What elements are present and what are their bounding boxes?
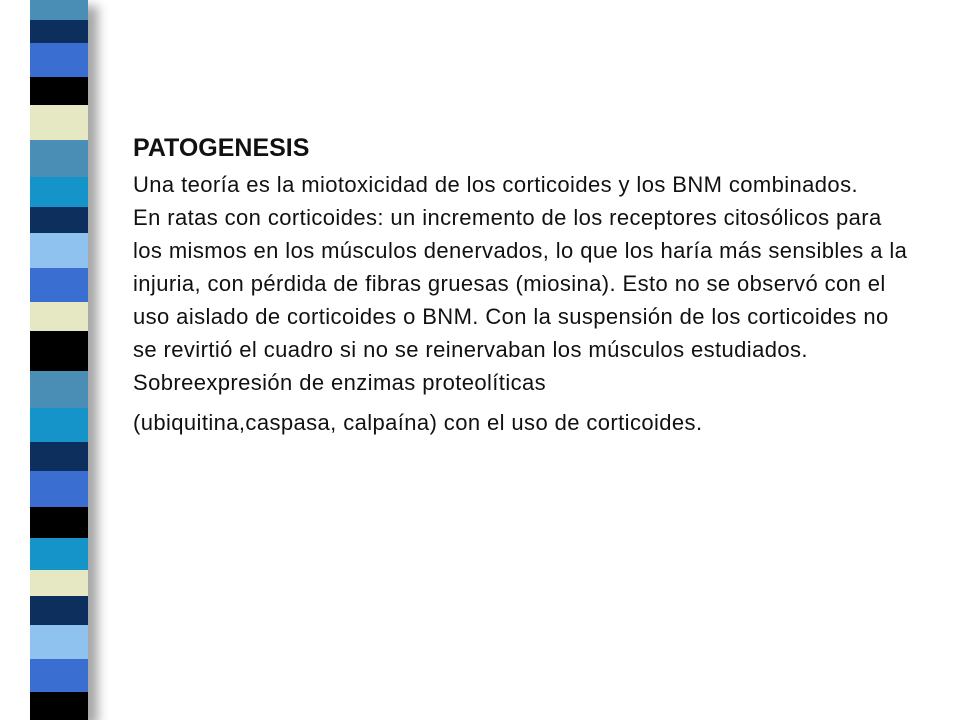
stripe-segment: [30, 331, 88, 370]
stripe-segment: [30, 177, 88, 207]
paragraph-rats: En ratas con corticoides: un incremento de los receptores citosólicos para los mismos en los músculos denervados, lo que los haría más sensibles a la injuria, con pérdida de fibras gruesas (miosina). Esto no se observó con el uso aislado de corticoides o BNM. Con la suspensión de los corticoides no se revirtió el cuadro si no se reinervaban los músculos estudiados.: [133, 205, 908, 362]
stripe-segment: [30, 570, 88, 596]
stripe-segment: [30, 105, 88, 141]
slide-heading: PATOGENESIS: [133, 134, 310, 162]
stripe-segment: [30, 538, 88, 570]
stripe-segment: [30, 371, 88, 408]
slide-content: [133, 128, 913, 439]
stripe-segment: [30, 140, 88, 177]
stripe-segment: [30, 471, 88, 507]
paragraph-theory: Una teoría es la miotoxicidad de los corticoides y los BNM combinados.: [133, 172, 858, 197]
stripe-segment: [30, 302, 88, 332]
stripe-segment: [30, 43, 88, 77]
stripe-segment: [30, 442, 88, 472]
stripe-segment: [30, 692, 88, 720]
paragraph-overexpression: Sobreexpresión de enzimas proteolíticas: [133, 370, 547, 395]
stripe-segment: [30, 0, 88, 20]
stripe-segment: [30, 408, 88, 442]
stripe-segment: [30, 625, 88, 659]
paragraph-enzymes: (ubiquitina,caspasa, calpaína) con el uso de corticoides.: [133, 410, 703, 435]
stripe-segment: [30, 207, 88, 233]
stripe-segment: [30, 507, 88, 539]
decorative-stripe-bar: [30, 0, 88, 720]
stripe-segment: [30, 20, 88, 44]
stripe-segment: [30, 596, 88, 626]
stripe-segment: [30, 77, 88, 105]
stripe-segment: [30, 268, 88, 302]
stripe-segment: [30, 233, 88, 269]
stripe-segment: [30, 659, 88, 693]
